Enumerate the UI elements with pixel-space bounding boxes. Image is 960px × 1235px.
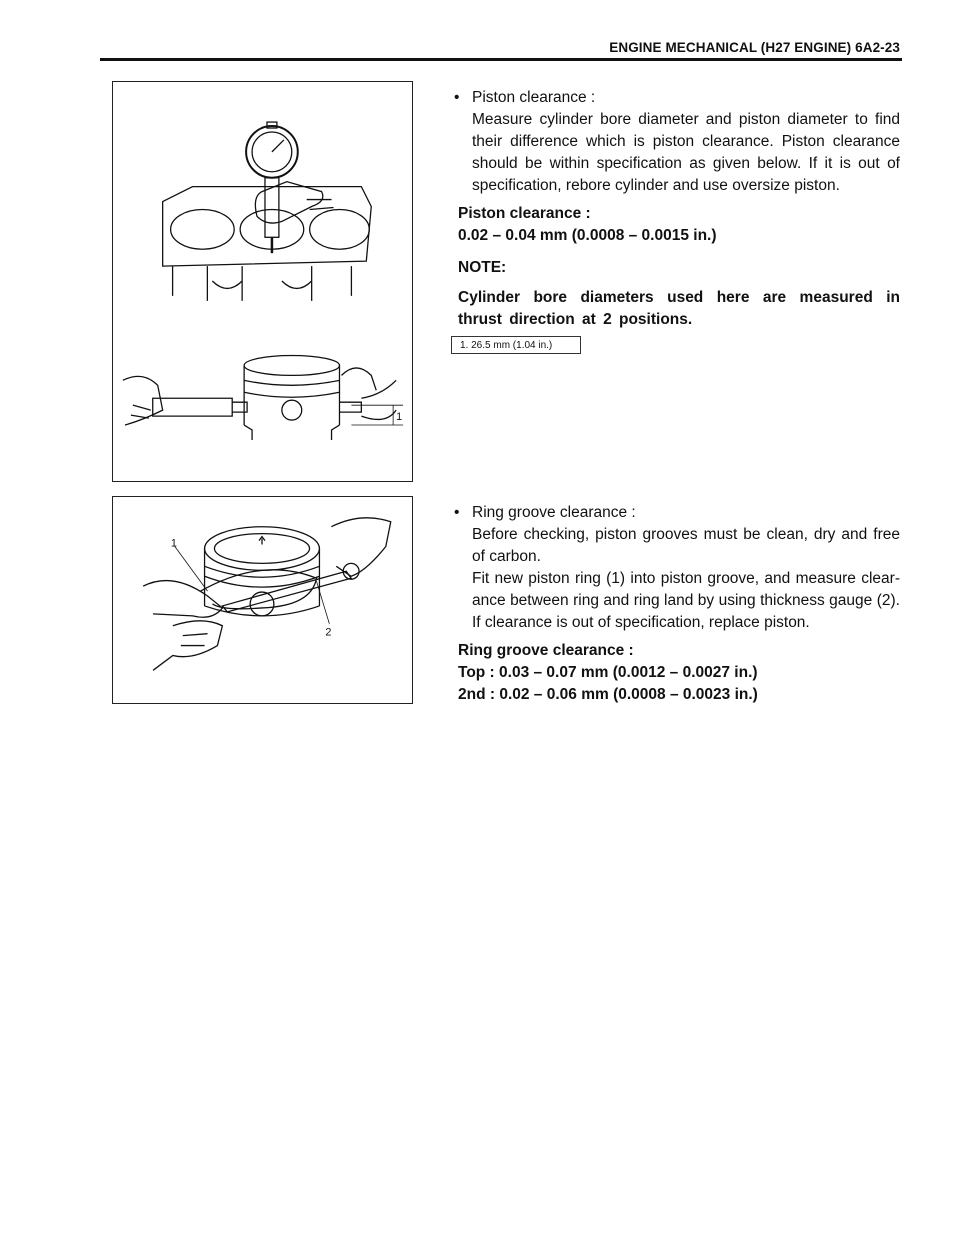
piston-clearance-illustration — [113, 82, 412, 481]
bullet-title: Piston clearance : — [472, 89, 596, 106]
header-rule — [100, 58, 902, 61]
spec-value: 0.02 – 0.04 mm (0.0008 – 0.0015 in.) — [458, 227, 717, 244]
spec-label: Ring groove clearance : — [458, 642, 634, 659]
paragraph: Measure cylinder bore diameter and piston diameter to find their difference which is piston clearance. Piston clearance should be within specification as given below. If it is out of specification, rebore cylinder and use oversize piston. — [472, 111, 900, 194]
bullet-dot: • — [454, 89, 460, 106]
paragraph-1: Before checking, piston grooves must be clean, dry and free of carbon. — [472, 526, 900, 565]
bullet-dot: • — [454, 504, 460, 521]
spec-top: Top : 0.03 – 0.07 mm (0.0012 – 0.0027 in.) — [458, 664, 758, 681]
callout-1: 1 — [396, 411, 403, 424]
callout-gauge-2: 2 — [325, 626, 332, 639]
ring-groove-illustration — [113, 497, 412, 703]
section-ring-groove-clearance — [440, 502, 900, 706]
spec-label: Piston clearance : — [458, 205, 591, 222]
bullet-title: Ring groove clearance : — [472, 504, 636, 521]
spec-2nd: 2nd : 0.02 – 0.06 mm (0.0008 – 0.0023 in.) — [458, 686, 758, 703]
figure-ring-groove-clearance — [112, 496, 413, 704]
section-piston-clearance — [440, 87, 900, 331]
callout-ring-1: 1 — [170, 537, 177, 550]
page-header-title: ENGINE MECHANICAL (H27 ENGINE) 6A2-23 — [609, 40, 900, 55]
paragraph-2: Fit new piston ring (1) into piston groove, and measure clear-ance between ring and ring land by using thickness gauge (2). If clearance is out of specification, replace piston. — [472, 570, 900, 631]
figure-piston-clearance — [112, 81, 413, 482]
legend-box: 1. 26.5 mm (1.04 in.) — [451, 336, 581, 354]
note-label: NOTE: — [458, 259, 507, 276]
note-text: Cylinder bore diameters used here are measured in thrust direction at 2 positions. — [458, 289, 900, 328]
